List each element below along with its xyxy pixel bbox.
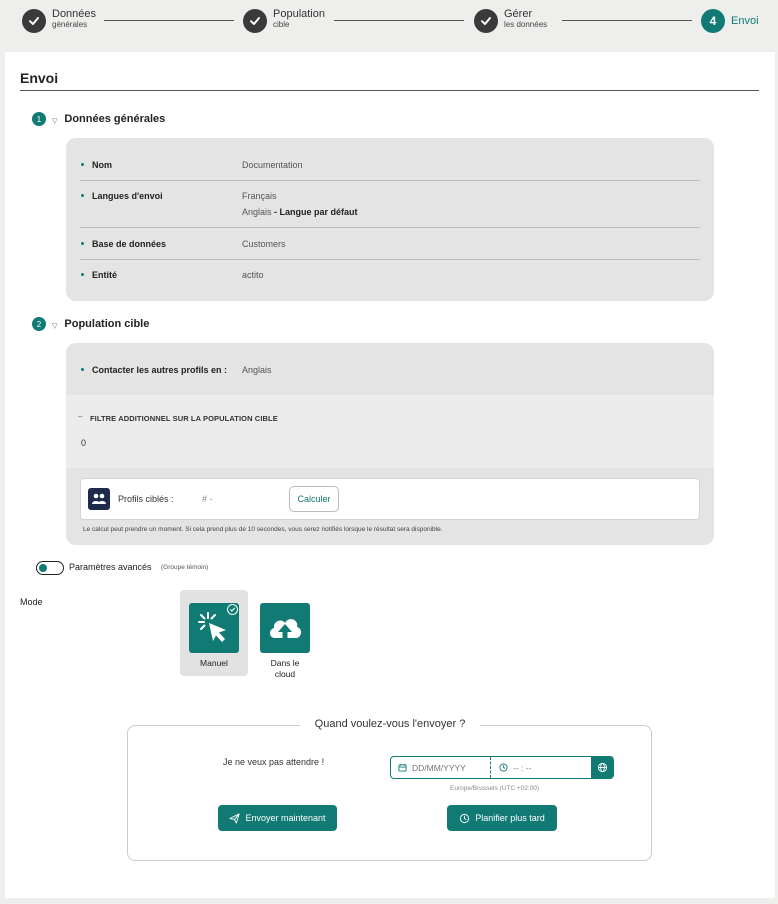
mode-option-label-line: Dans le — [270, 658, 300, 668]
chevron-down-icon[interactable]: ▽ — [52, 323, 58, 330]
check-icon — [22, 9, 46, 33]
step-label: Données — [52, 8, 97, 20]
date-input[interactable] — [398, 757, 466, 778]
page-title: Envoi — [20, 70, 59, 86]
row-divider — [80, 259, 700, 260]
section-population-cible-header[interactable] — [32, 317, 149, 331]
info-value: Anglais — [242, 365, 272, 375]
check-icon — [243, 9, 267, 33]
targeted-profiles-box — [80, 478, 700, 520]
info-value: Documentation — [242, 160, 303, 170]
row-divider — [80, 227, 700, 228]
chevron-down-icon[interactable]: ▽ — [52, 118, 58, 125]
bullet — [81, 242, 84, 245]
send-now-label: Envoyer maintenant — [245, 813, 326, 823]
advanced-params-toggle[interactable] — [36, 561, 64, 575]
mode-option-label: Manuel — [200, 658, 228, 668]
clock-icon — [459, 813, 470, 824]
main-panel — [5, 52, 775, 898]
send-timing-box — [127, 718, 652, 861]
step-sublabel: les données — [504, 20, 548, 29]
bullet — [81, 194, 84, 197]
step-sublabel: générales — [52, 20, 88, 29]
step-gerer-donnees[interactable] — [474, 9, 547, 33]
calculate-button[interactable]: Calculer — [289, 486, 339, 512]
schedule-later-button[interactable] — [447, 805, 557, 831]
section-title: Population cible — [64, 318, 150, 330]
toggle-knob — [39, 564, 47, 572]
general-info-card — [66, 138, 714, 301]
info-value: actito — [242, 270, 264, 280]
info-key: Langues d'envoi — [92, 191, 163, 201]
info-value: Français — [242, 191, 277, 201]
time-input[interactable] — [499, 757, 531, 778]
section-donnees-generales-header[interactable] — [32, 112, 165, 126]
filter-title[interactable]: FILTRE ADDITIONNEL SUR LA POPULATION CIBLE — [90, 414, 278, 423]
section-number: 2 — [32, 317, 46, 331]
step-connector — [562, 20, 692, 21]
info-key: Base de données — [92, 239, 167, 249]
profiles-count: # - — [202, 494, 213, 504]
additional-filter-band — [66, 395, 714, 468]
step-sublabel: cible — [273, 20, 290, 29]
users-icon — [88, 488, 110, 510]
send-now-button[interactable] — [218, 805, 337, 831]
selected-check-icon — [227, 604, 238, 615]
info-value-secondary — [242, 207, 358, 217]
calendar-icon — [398, 763, 407, 772]
paper-plane-icon — [229, 813, 240, 824]
collapse-toggle[interactable]: – — [78, 412, 83, 421]
calculation-note: Le calcul peut prendre un moment. Si cela prend plus de 10 secondes, vous serez notifiés lorsque le résultat sera disponible. — [83, 526, 443, 533]
info-row-nom — [80, 160, 700, 172]
advanced-params-label: Paramètres avancés — [69, 562, 152, 572]
language-name: Anglais — [242, 207, 272, 217]
info-key: Entité — [92, 270, 118, 280]
timezone-label: Europe/Brussels (UTC +02:00) — [450, 785, 540, 792]
info-key: Nom — [92, 160, 112, 170]
mode-label: Mode — [20, 597, 43, 607]
stepper — [0, 0, 778, 50]
section-title: Données générales — [64, 113, 166, 125]
globe-icon[interactable] — [591, 757, 613, 778]
schedule-later-label: Planifier plus tard — [475, 813, 545, 823]
info-row-langues — [80, 191, 700, 219]
step-connector — [104, 20, 234, 21]
step-envoi[interactable] — [701, 9, 759, 33]
profiles-label: Profils ciblés : — [118, 494, 174, 504]
step-label: Population — [273, 8, 325, 20]
field-divider — [490, 757, 491, 778]
mode-option-label-line: cloud — [274, 668, 296, 679]
mode-option-label — [251, 658, 319, 679]
mode-option-cloud[interactable] — [251, 590, 319, 679]
default-language-tag: - Langue par défaut — [274, 207, 358, 217]
population-card — [66, 343, 714, 545]
bullet — [81, 368, 84, 371]
step-population-cible[interactable] — [243, 9, 325, 33]
info-row-base — [80, 239, 700, 251]
step-label: Gérer — [504, 8, 533, 20]
mode-option-manuel[interactable] — [180, 590, 248, 676]
bullet — [81, 273, 84, 276]
info-row-entite — [80, 270, 700, 282]
info-key: Contacter les autres profils en : — [92, 365, 228, 375]
row-divider — [80, 180, 700, 181]
info-row-contacter — [80, 365, 700, 377]
check-icon — [474, 9, 498, 33]
send-timing-title: Quand voulez-vous l'envoyer ? — [300, 718, 480, 730]
clock-icon — [499, 763, 508, 772]
step-connector — [334, 20, 464, 21]
step-number: 4 — [701, 9, 725, 33]
step-label: Envoi — [731, 15, 759, 27]
filter-value: 0 — [81, 438, 87, 448]
cloud-upload-icon — [260, 603, 310, 653]
date-placeholder: DD/MM/YYYY — [412, 762, 466, 773]
title-divider — [20, 90, 759, 91]
section-number: 1 — [32, 112, 46, 126]
advanced-params-sublabel: (Groupe témoin) — [161, 564, 209, 571]
info-value: Customers — [242, 239, 286, 249]
no-wait-label: Je ne veux pas attendre ! — [223, 757, 325, 767]
time-placeholder: -- : -- — [513, 762, 532, 773]
schedule-datetime-field — [390, 756, 614, 779]
bullet — [81, 163, 84, 166]
step-donnees-generales[interactable] — [22, 9, 96, 33]
